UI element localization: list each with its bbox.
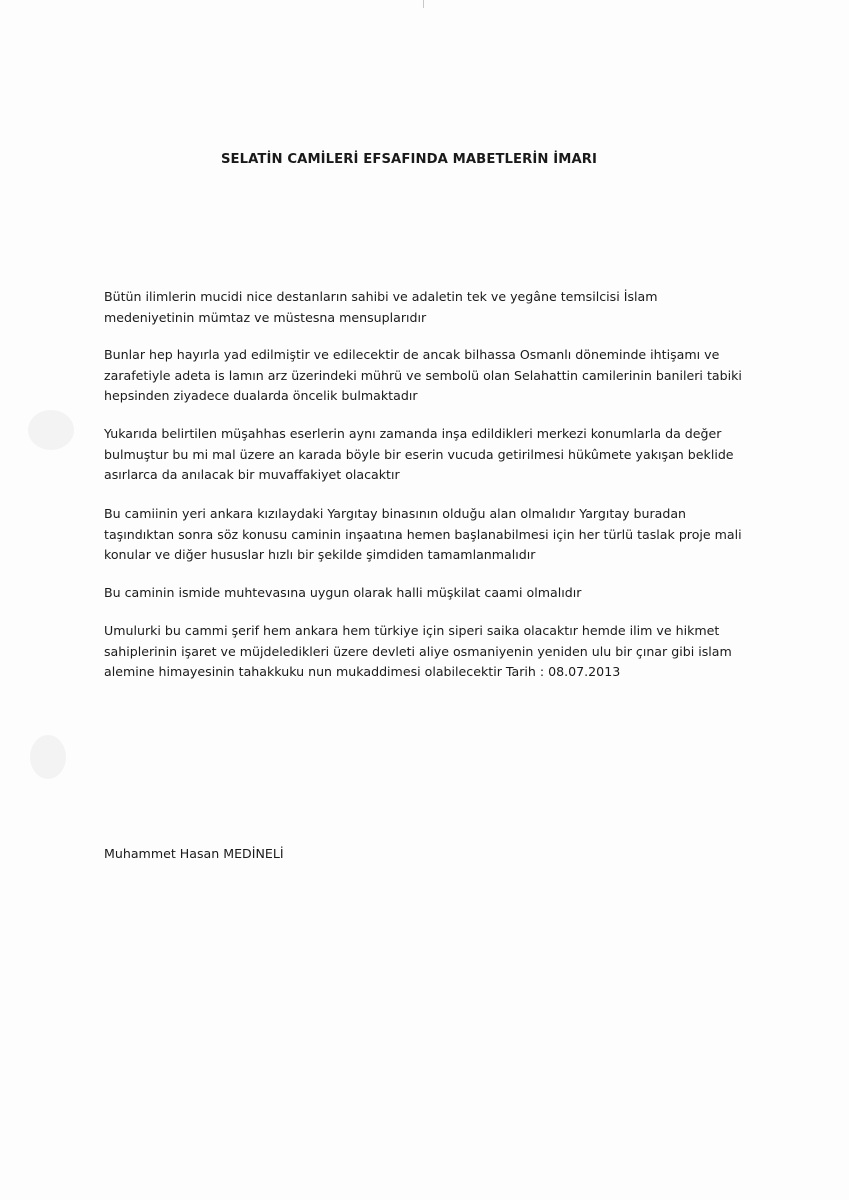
text-line: Bunlar hep hayırla yad edilmiştir ve edilecektir de ancak bilhassa Osmanlı döneminde ihtişamı ve [104,347,720,362]
text-line: Bu camiinin yeri ankara kızılaydaki Yargıtay binasının olduğu alan olmalıdır Yargıtay buradan [104,506,687,521]
paragraph-1 [104,287,754,328]
text-line: alemine himayesinin tahakkuku nun mukaddimesi olabilecektir Tarih : 08.07.2013 [104,664,621,679]
text-line: medeniyetinin mümtaz ve müstesna mensuplarıdır [104,309,427,325]
paragraph-4 [104,504,754,566]
signature-name: Muhammet Hasan MEDİNELİ [104,846,284,861]
text-line: Bütün ilimlerin mucidi nice destanların sahibi ve adaletin tek ve yegâne temsilcisi İslam [104,289,658,304]
paragraph-3 [104,424,754,486]
text-line: konular ve diğer hususlar hızlı bir şekilde şimdiden tamamlanmalıdır [104,547,536,562]
scan-smudge [30,735,66,779]
text-line: Umulurki bu cammi şerif hem ankara hem türkiye için siperi saika olacaktır hemde ilim ve hikmet [104,623,720,638]
text-line: zarafetiyle adeta is lamın arz üzerindeki mührü ve sembolü olan Selahattin camilerinin banileri tabiki [104,367,742,383]
text-line: sahiplerinin işaret ve müjdeledikleri üzere devleti aliye osmaniyenin yeniden ulu bir çınar gibi islam [104,643,732,659]
text-line: taşındıktan sonra söz konusu caminin inşaatına hemen başlanabilmesi için her türlü taslak proje mali [104,526,742,542]
text-line: Bu caminin ismide muhtevasına uygun olarak halli müşkilat caami olmalıdır [104,585,582,600]
text-line: hepsinden ziyadece dualarda öncelik bulmaktadır [104,388,418,403]
paragraph-5 [104,583,754,604]
document-title: SELATİN CAMİLERİ EFSAFINDA MABETLERİN İMARI [220,152,598,167]
paragraph-2 [104,345,754,407]
scan-mark [423,0,424,8]
scan-smudge [28,410,74,450]
text-line: Yukarıda belirtilen müşahhas eserlerin aynı zamanda inşa edildikleri merkezi konumlarla da değer [104,426,722,441]
text-line: asırlarca da anılacak bir muvaffakiyet olacaktır [104,467,400,482]
text-line: bulmuştur bu mi mal üzere an karada böyle bir eserin vucuda getirilmesi hükûmete yakışan beklide [104,446,734,462]
paragraph-6 [104,621,754,683]
